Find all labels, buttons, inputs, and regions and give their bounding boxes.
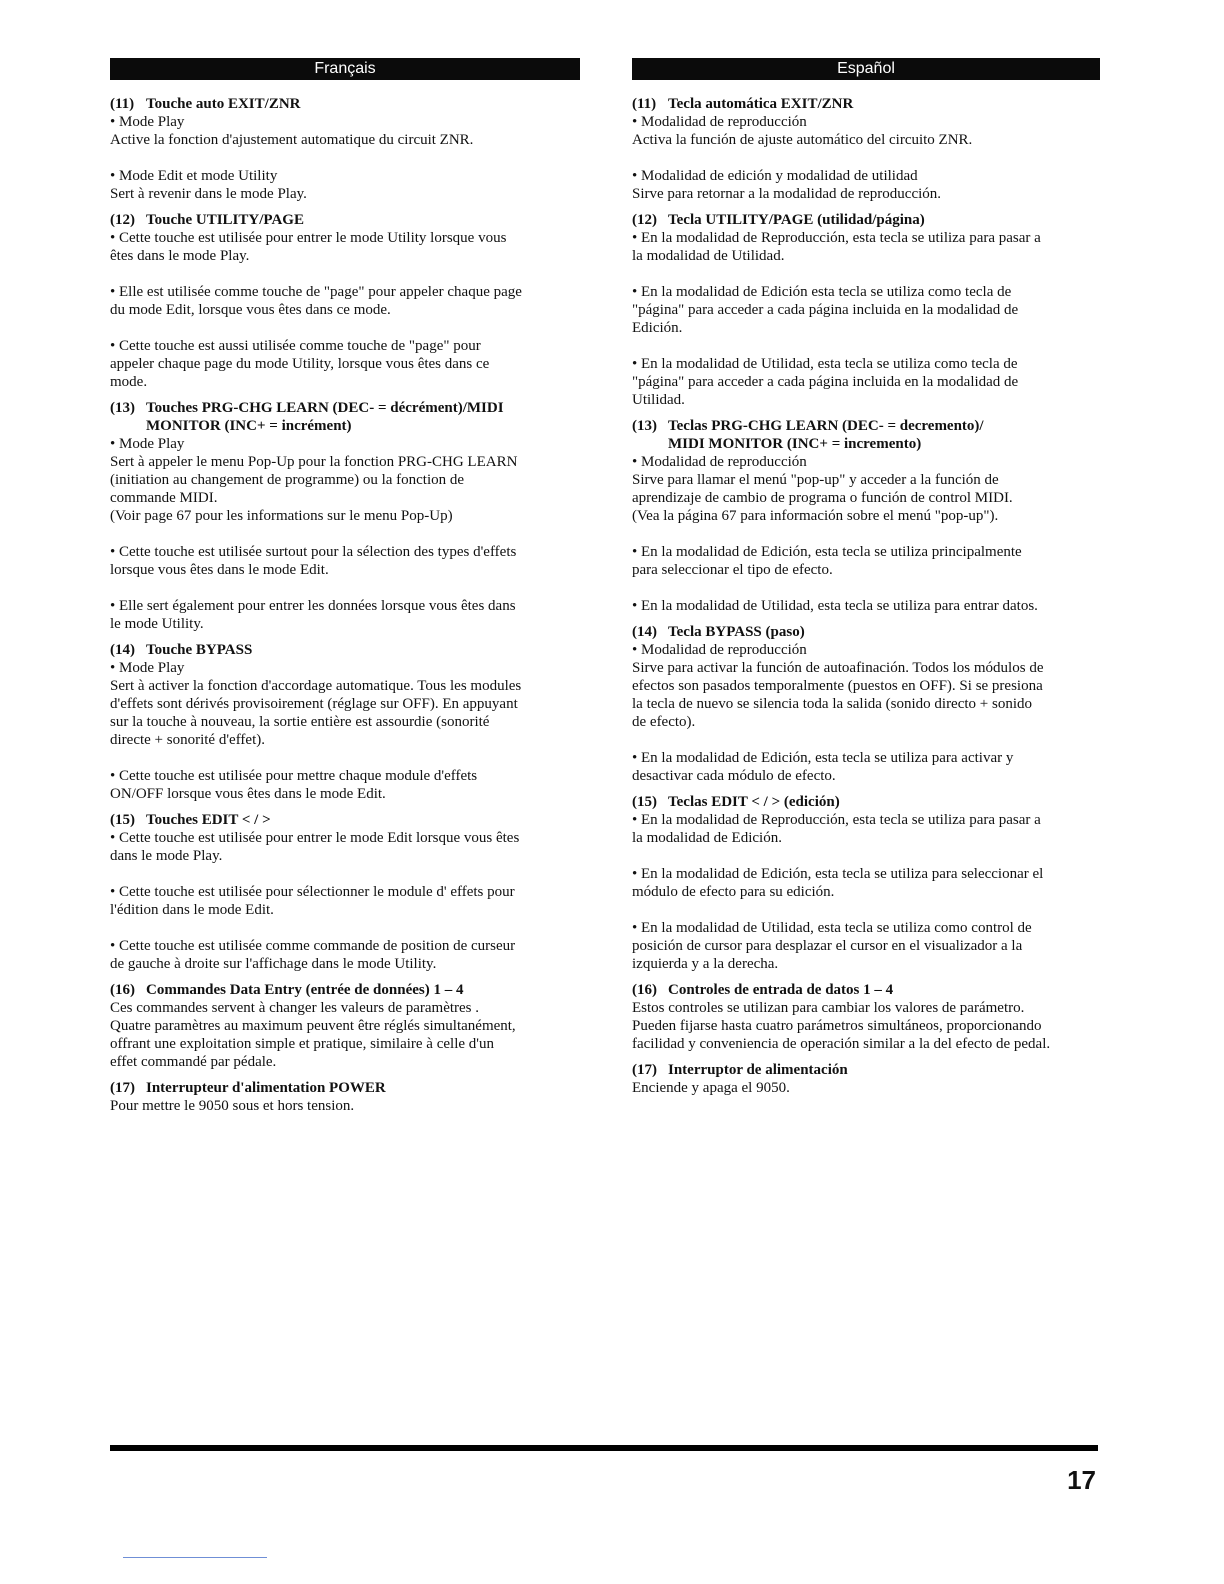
text-line: d'effets sont dérivés provisoirement (réglage sur OFF). En appuyant bbox=[110, 696, 518, 712]
paragraph bbox=[110, 659, 580, 749]
section-title-text bbox=[146, 95, 576, 113]
section-title-text bbox=[146, 641, 576, 659]
text-line: • En la modalidad de Reproducción, esta tecla se utiliza para pasar a bbox=[632, 230, 1041, 246]
paragraph bbox=[110, 113, 580, 149]
section bbox=[632, 211, 1100, 409]
paragraph bbox=[632, 1079, 1100, 1097]
section-title bbox=[110, 211, 580, 229]
section bbox=[110, 95, 580, 203]
paragraph bbox=[110, 283, 580, 319]
text-line: la tecla de nuevo se silencia toda la salida (sonido directo + sonido bbox=[632, 696, 1033, 712]
text-line: • En la modalidad de Edición, esta tecla se utiliza principalmente bbox=[632, 544, 1022, 560]
french-column bbox=[110, 58, 580, 1123]
text-line: sur la touche à nouveau, la sortie entière est assourdie (sonorité bbox=[110, 714, 490, 730]
title-line: Interruptor de alimentación bbox=[668, 1062, 848, 1078]
text-line: • Cette touche est utilisée comme commande de position de curseur bbox=[110, 938, 516, 954]
text-line: "página" para acceder a cada página incluida en la modalidad de bbox=[632, 374, 1019, 390]
paragraph bbox=[110, 229, 580, 265]
section-title bbox=[632, 417, 1100, 453]
text-line: directe + sonorité d'effet). bbox=[110, 732, 265, 748]
text-line: offrant une exploitation simple et pratique, similaire à celle d'un bbox=[110, 1036, 494, 1052]
footer-rule bbox=[110, 1445, 1098, 1451]
section-title-text bbox=[668, 95, 1096, 113]
section-number: (15) bbox=[632, 794, 657, 810]
text-line: • Cette touche est utilisée pour mettre chaque module d'effets bbox=[110, 768, 478, 784]
section-title-text bbox=[146, 981, 576, 999]
text-line: posición de cursor para desplazar el cursor en el visualizador a la bbox=[632, 938, 1023, 954]
text-line: la modalidad de Edición. bbox=[632, 830, 782, 846]
text-line: • Modalidad de reproducción bbox=[632, 642, 807, 658]
section-title bbox=[632, 1061, 1100, 1079]
text-line: • Mode Play bbox=[110, 436, 185, 452]
section-title-text bbox=[668, 623, 1096, 641]
paragraph bbox=[632, 113, 1100, 149]
section-title-text bbox=[668, 793, 1096, 811]
text-line: Pour mettre le 9050 sous et hors tension. bbox=[110, 1098, 355, 1114]
section-title bbox=[110, 1079, 580, 1097]
text-line: Sert à appeler le menu Pop-Up pour la fonction PRG-CHG LEARN bbox=[110, 454, 518, 470]
paragraph bbox=[110, 597, 580, 633]
section-title-text bbox=[668, 1061, 1096, 1079]
text-line: "página" para acceder a cada página incluida en la modalidad de bbox=[632, 302, 1019, 318]
text-line: Sert à activer la fonction d'accordage automatique. Tous les modules bbox=[110, 678, 522, 694]
title-line: Teclas EDIT < / > (edición) bbox=[668, 794, 840, 810]
text-line: • En la modalidad de Utilidad, esta tecla se utiliza para entrar datos. bbox=[632, 598, 1038, 614]
section-number: (16) bbox=[110, 982, 135, 998]
section bbox=[632, 623, 1100, 785]
section-title bbox=[632, 211, 1100, 229]
paragraph bbox=[632, 597, 1100, 615]
text-line: • Mode Play bbox=[110, 114, 185, 130]
page-number: 17 bbox=[1067, 1465, 1096, 1495]
text-line: dans le mode Play. bbox=[110, 848, 223, 864]
text-line: • Modalidad de reproducción bbox=[632, 114, 807, 130]
text-line: • Mode Play bbox=[110, 660, 185, 676]
column-header: Español bbox=[632, 58, 1100, 80]
section bbox=[632, 417, 1100, 615]
paragraph bbox=[110, 543, 580, 579]
text-line: appeler chaque page du mode Utility, lorsque vous êtes dans ce bbox=[110, 356, 490, 372]
paragraph bbox=[110, 767, 580, 803]
paragraph bbox=[110, 883, 580, 919]
section-title bbox=[632, 623, 1100, 641]
text-line: facilidad y conveniencia de operación similar a la del efecto de pedal. bbox=[632, 1036, 1051, 1052]
section-title-text bbox=[146, 399, 576, 435]
title-line: Touches PRG-CHG LEARN (DEC- = décrément)/MIDI bbox=[146, 400, 504, 416]
text-line: izquierda y a la derecha. bbox=[632, 956, 779, 972]
text-line: du mode Edit, lorsque vous êtes dans ce mode. bbox=[110, 302, 391, 318]
section-number: (15) bbox=[110, 812, 135, 828]
title-line: Touche BYPASS bbox=[146, 642, 253, 658]
paragraph bbox=[632, 229, 1100, 265]
spanish-column bbox=[632, 58, 1100, 1105]
paragraph bbox=[632, 167, 1100, 203]
paragraph bbox=[632, 543, 1100, 579]
section-number: (14) bbox=[632, 624, 657, 640]
text-line: • Cette touche est utilisée pour entrer le mode Edit lorsque vous êtes bbox=[110, 830, 520, 846]
section bbox=[632, 95, 1100, 203]
edge-line bbox=[123, 1557, 267, 1558]
paragraph bbox=[110, 435, 580, 525]
text-line: Sirve para retornar a la modalidad de reproducción. bbox=[632, 186, 942, 202]
section-list bbox=[110, 95, 580, 1115]
section-title bbox=[110, 95, 580, 113]
title-line: Interrupteur d'alimentation POWER bbox=[146, 1080, 386, 1096]
paragraph bbox=[632, 999, 1100, 1053]
section-number: (12) bbox=[632, 212, 657, 228]
section bbox=[110, 641, 580, 803]
title-line: Controles de entrada de datos 1 – 4 bbox=[668, 982, 894, 998]
section-title-text bbox=[146, 1079, 576, 1097]
section-number: (11) bbox=[110, 96, 135, 112]
text-line: Active la fonction d'ajustement automatique du circuit ZNR. bbox=[110, 132, 474, 148]
title-line: Touche auto EXIT/ZNR bbox=[146, 96, 301, 112]
section bbox=[110, 1079, 580, 1115]
paragraph bbox=[110, 167, 580, 203]
text-line: • En la modalidad de Edición esta tecla se utiliza como tecla de bbox=[632, 284, 1012, 300]
text-line: Sert à revenir dans le mode Play. bbox=[110, 186, 307, 202]
text-line: para seleccionar el tipo de efecto. bbox=[632, 562, 833, 578]
title-line: Tecla automática EXIT/ZNR bbox=[668, 96, 854, 112]
section-number: (14) bbox=[110, 642, 135, 658]
paragraph bbox=[632, 919, 1100, 973]
text-line: • En la modalidad de Reproducción, esta tecla se utiliza para pasar a bbox=[632, 812, 1041, 828]
section bbox=[110, 981, 580, 1071]
text-line: Activa la función de ajuste automático del circuito ZNR. bbox=[632, 132, 973, 148]
section-number: (13) bbox=[632, 418, 657, 434]
text-line: • Cette touche est aussi utilisée comme touche de "page" pour bbox=[110, 338, 481, 354]
text-line: • En la modalidad de Utilidad, esta tecla se utiliza como control de bbox=[632, 920, 1032, 936]
text-line: ON/OFF lorsque vous êtes dans le mode Edit. bbox=[110, 786, 386, 802]
section-number: (17) bbox=[632, 1062, 657, 1078]
paragraph bbox=[632, 811, 1100, 847]
section bbox=[632, 1061, 1100, 1097]
text-line: (initiation au changement de programme) ou la fonction de bbox=[110, 472, 465, 488]
paragraph bbox=[110, 829, 580, 865]
text-line: • Modalidad de reproducción bbox=[632, 454, 807, 470]
text-line: • Modalidad de edición y modalidad de utilidad bbox=[632, 168, 918, 184]
title-line: Touche UTILITY/PAGE bbox=[146, 212, 304, 228]
text-line: Edición. bbox=[632, 320, 683, 336]
text-line: Sirve para llamar el menú "pop-up" y acceder a la función de bbox=[632, 472, 999, 488]
text-line: mode. bbox=[110, 374, 148, 390]
paragraph bbox=[632, 283, 1100, 337]
section bbox=[110, 399, 580, 633]
title-line: Tecla UTILITY/PAGE (utilidad/página) bbox=[668, 212, 925, 228]
section bbox=[632, 793, 1100, 973]
text-line: Pueden fijarse hasta cuatro parámetros simultáneos, proporcionando bbox=[632, 1018, 1042, 1034]
text-line: Estos controles se utilizan para cambiar los valores de parámetro. bbox=[632, 1000, 1025, 1016]
section-number: (11) bbox=[632, 96, 657, 112]
paragraph bbox=[632, 453, 1100, 525]
text-line: • Elle est utilisée comme touche de "page" pour appeler chaque page bbox=[110, 284, 522, 300]
text-line: Quatre paramètres au maximum peuvent être réglés simultanément, bbox=[110, 1018, 516, 1034]
section-title bbox=[632, 793, 1100, 811]
section-title bbox=[632, 981, 1100, 999]
section-number: (13) bbox=[110, 400, 135, 416]
text-line: • Mode Edit et mode Utility bbox=[110, 168, 278, 184]
title-line: Commandes Data Entry (entrée de données) 1 – 4 bbox=[146, 982, 464, 998]
paragraph bbox=[110, 937, 580, 973]
section bbox=[110, 811, 580, 973]
paragraph bbox=[110, 999, 580, 1071]
text-line: le mode Utility. bbox=[110, 616, 204, 632]
text-line: l'édition dans le mode Edit. bbox=[110, 902, 274, 918]
title-line: MONITOR (INC+ = incrément) bbox=[146, 418, 352, 434]
section-title bbox=[110, 399, 580, 435]
text-line: (Vea la página 67 para información sobre el menú "pop-up"). bbox=[632, 508, 999, 524]
column-header: Français bbox=[110, 58, 580, 80]
text-line: Utilidad. bbox=[632, 392, 685, 408]
title-line: Touches EDIT < / > bbox=[146, 812, 271, 828]
text-line: commande MIDI. bbox=[110, 490, 218, 506]
text-line: desactivar cada módulo de efecto. bbox=[632, 768, 836, 784]
section-number: (17) bbox=[110, 1080, 135, 1096]
text-line: Ces commandes servent à changer les valeurs de paramètres . bbox=[110, 1000, 480, 1016]
paragraph bbox=[632, 865, 1100, 901]
text-line: • Cette touche est utilisée pour entrer le mode Utility lorsque vous bbox=[110, 230, 507, 246]
text-line: (Voir page 67 pour les informations sur le menu Pop-Up) bbox=[110, 508, 453, 524]
section-number: (12) bbox=[110, 212, 135, 228]
text-line: • Elle sert également pour entrer les données lorsque vous êtes dans bbox=[110, 598, 516, 614]
title-line: Tecla BYPASS (paso) bbox=[668, 624, 805, 640]
section-title bbox=[110, 981, 580, 999]
section bbox=[632, 981, 1100, 1053]
section-number: (16) bbox=[632, 982, 657, 998]
text-line: • Cette touche est utilisée pour sélectionner le module d' effets pour bbox=[110, 884, 515, 900]
text-line: módulo de efecto para su edición. bbox=[632, 884, 835, 900]
section-list bbox=[632, 95, 1100, 1097]
paragraph bbox=[110, 1097, 580, 1115]
text-line: • En la modalidad de Edición, esta tecla se utiliza para seleccionar el bbox=[632, 866, 1044, 882]
text-line: de efecto). bbox=[632, 714, 696, 730]
text-line: Sirve para activar la función de autoafinación. Todos los módulos de bbox=[632, 660, 1044, 676]
title-line: MIDI MONITOR (INC+ = incremento) bbox=[668, 436, 922, 452]
paragraph bbox=[110, 337, 580, 391]
text-line: lorsque vous êtes dans le mode Edit. bbox=[110, 562, 329, 578]
paragraph bbox=[632, 641, 1100, 731]
text-line: aprendizaje de cambio de programa o función de control MIDI. bbox=[632, 490, 1013, 506]
section-title-text bbox=[668, 211, 1096, 229]
text-line: • Cette touche est utilisée surtout pour la sélection des types d'effets bbox=[110, 544, 517, 560]
text-line: efectos son pasados temporalmente (puestos en OFF). Si se presiona bbox=[632, 678, 1043, 694]
section-title bbox=[110, 811, 580, 829]
text-line: de gauche à droite sur l'affichage dans le mode Utility. bbox=[110, 956, 437, 972]
text-line: êtes dans le mode Play. bbox=[110, 248, 250, 264]
section bbox=[110, 211, 580, 391]
text-line: Enciende y apaga el 9050. bbox=[632, 1080, 790, 1096]
text-line: • En la modalidad de Edición, esta tecla se utiliza para activar y bbox=[632, 750, 1014, 766]
paragraph bbox=[632, 749, 1100, 785]
section-title bbox=[110, 641, 580, 659]
section-title-text bbox=[668, 417, 1096, 453]
text-line: effet commandé par pédale. bbox=[110, 1054, 277, 1070]
paragraph bbox=[632, 355, 1100, 409]
section-title-text bbox=[146, 211, 576, 229]
text-line: • En la modalidad de Utilidad, esta tecla se utiliza como tecla de bbox=[632, 356, 1018, 372]
section-title bbox=[632, 95, 1100, 113]
section-title-text bbox=[146, 811, 576, 829]
section-title-text bbox=[668, 981, 1096, 999]
text-line: la modalidad de Utilidad. bbox=[632, 248, 785, 264]
title-line: Teclas PRG-CHG LEARN (DEC- = decremento)/ bbox=[668, 418, 984, 434]
